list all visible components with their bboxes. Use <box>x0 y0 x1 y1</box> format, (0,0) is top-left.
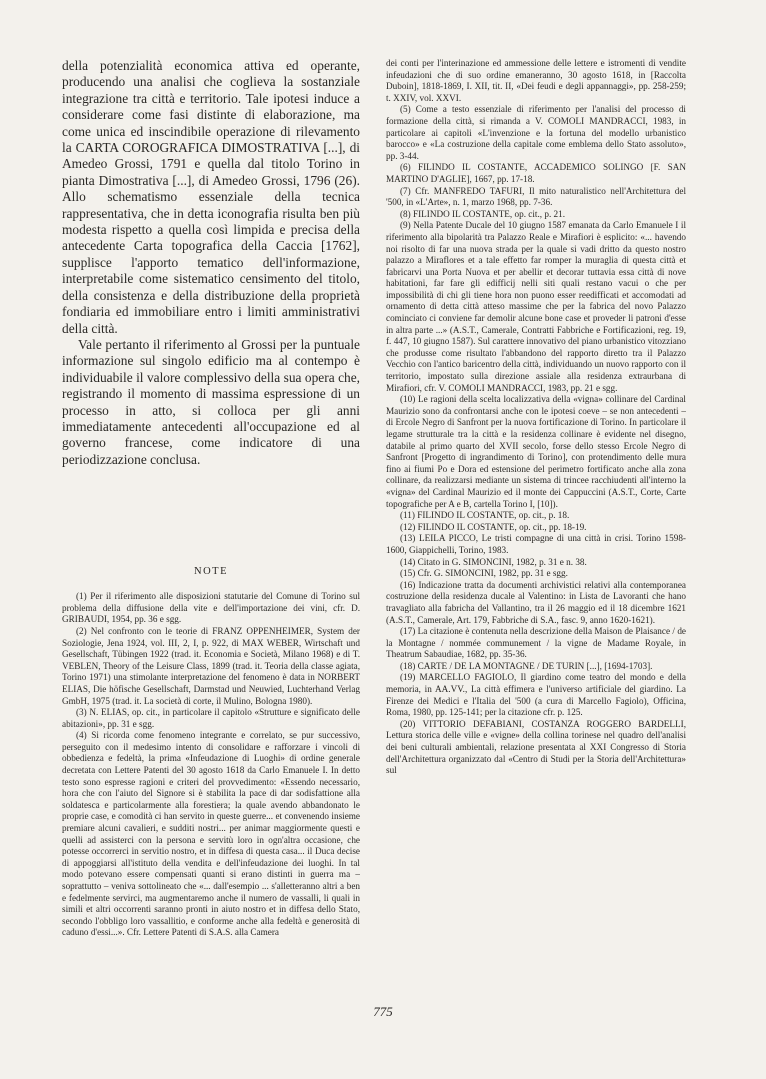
footnote: (17) La citazione è contenuta nella descrizione della Maison de Plaisance / de la Montagne / nommée communement / la vigne de Madame Royale, in Theatrum Sabaudiae, 1682, pp. 35-36. <box>386 626 686 660</box>
footnote: (12) FILINDO IL COSTANTE, op. cit., pp. 18-19. <box>400 521 587 532</box>
footnote: (16) Indicazione tratta da documenti archivistici relativi alla contemporanea costruzione della residenza ducale al Valentino: in Lista de Lavoranti che hano travagliato alla fabricha del Vallantino, tra il 26 maggio ed il 18 dicembre 1621 (A.S.T., Camerale, Art. 179, Fabbriche di S.A., fasc. 9, anno 1620-1621). <box>386 579 686 625</box>
footnote: (10) Le ragioni della scelta localizzativa della «vigna» collinare del Cardinal Maurizio sono da confrontarsi anche con le ipotesi coeve – se non antecedenti – di Ercole Negro di Sanfront per la nuova fortificazione di Torino. In particolare il legame strutturale tra la città e la residenza collinare è evidente nel disegno, databile al primo quarto del XVII secolo, forse dello stesso Ercole Negro di Sanfront [Progetto di ingrandimento di Torino], con protendimento delle mura fino ai fiumi Po e Dora ed estensione del perimetro fortificato anche alla zona collinare, da realizzarsi mediante un sistema di trincee racchiudenti all'interno la «vigna» del Cardinal Maurizio ed il monte dei Cappuccini (A.S.T., Corte, Carte topografiche per A e B, cartella Torino I, [10]). <box>386 394 686 509</box>
footnote: (2) Nel confronto con le teorie di FRANZ OPPENHEIMER, System der Soziologie, Jena 1924, vol. III, 2, I, p. 922, di MAX WEBER, Wirtschaft und Gesellschaft, Tübingen 1922 (trad. it. Economia e Società, Milano 1968) e di T. VEBLEN, Theory of the Leisure Class, 1899 (trad. it. Teoria della classe agiata, Torino 1971) una stimolante interpretazione del fenomeno è data in NORBERT ELIAS, Die höfische Gesellschaft, Darmstad und Neuwied, Luchterhand Verlag GmbH, 1975 (trad. it. La società di corte, il Mulino, Bologna 1980). <box>62 625 360 706</box>
footnote: (8) FILINDO IL COSTANTE, op. cit., p. 21. <box>400 208 566 219</box>
footnote-continued: dei conti per l'interinazione ed ammessione delle lettere e istromenti di vendite infeudazioni che di suo ordine emaneranno, 30 agosto 1618, in [Raccolta Duboin], 1818-1869, I. XII, tit. II, «Dei feudi e degli appannaggi», pp. 258-259; t. XXIV, vol. XXVI. <box>386 58 686 103</box>
footnote: (11) FILINDO IL COSTANTE, op. cit., p. 18. <box>400 510 570 521</box>
footnote: (15) Cfr. G. SIMONCINI, 1982, pp. 31 e sgg. <box>400 568 568 579</box>
footnote: (20) VITTORIO DEFABIANI, COSTANZA ROGGERO BARDELLI, Lettura storica delle ville e «vigne» della collina torinese nel quadro dell'analisi dei beni culturali ambientali, relazione presentata al XXI Congresso di Storia dell'Architettura organizzato dal «Centro di Studi per la Storia dell'Architettura» sul <box>386 718 686 776</box>
body-paragraph: della potenzialità economica attiva ed operante, producendo una analisi che coglieva la sostanziale integrazione tra città e territorio. Tale ipotesi induce a considerare come fasi distinte di elaborazione, ma come unica ed inscindibile operazione di rilevamento la CARTA COROGRAFICA DIMOSTRATIVA [...], di Amedeo Grossi, 1791 e quella dal titolo Torino in pianta Dimostrativa [...], di Amedeo Grossi, 1796 (26). Allo schematismo essenziale della tecnica rappresentativa, che in detta iconografia risulta ben più modesta rispetto a quella così limpida e precisa della antecedente Carta topografica della Caccia [1762], supplisce l'apporto tematico dell'informazione, interpretabile come sistematico censimento del titolo, della consistenza e della distribuzione della proprietà fondiaria ed immobiliare entro i limiti amministrativi della città. <box>62 58 360 336</box>
footnote: (9) Nella Patente Ducale del 10 giugno 1587 emanata da Carlo Emanuele I il riferimento alla bipolarità tra Palazzo Reale e Mirafiori è esplicito: «... havendo noi risolto di far una nuova strada per la quale si vadi dritto da questo nostro palazzo a Miraflores et a tale effetto far romper la muraglia di questa città et fabricarvi una Porta Nuova et per abellir et decorar tuttavia essa città di nove habitationi, far fare gli edifficij nelli siti quali restano vacui o che per impossibilità di chi gli tiene hora non puono esser reedifficati et accomodati ad ornamento di detta città atteso massime che per la fabrica del novo Palazzo cominciato ci conviene far demolir alcune bone case et proveder li patroni d'esse in altra parte ...» (A.S.T., Camerale, Contratti Fabbriche e Fortificazioni, reg. 19, f. 447, 10 giugno 1587). Sul carattere innovativo del piano urbanistico vitozziano che produsse come risultato l'abbandono del rapporto diretto tra il Palazzo Vecchio con l'antico baricentro della città, individuando un nuovo rapporto con il territorio, impostato sulla direzione assiale alla residenza extraurbana di Mirafiori, cfr. V. COMOLI MANDRACCI, 1983, pp. 21 e sgg. <box>386 220 686 393</box>
footnote: (7) Cfr. MANFREDO TAFURI, Il mito naturalistico nell'Architettura del '500, in «L'Arte», n. 1, marzo 1968, pp. 7-36. <box>386 185 686 208</box>
right-column <box>386 58 686 1048</box>
footnote: (19) MARCELLO FAGIOLO, Il giardino come teatro del mondo e della memoria, in AA.VV., La città effimera e l'universo artificiale del giardino. La Firenze dei Medici e l'Italia del '500 (a cura di Marcello Fagiolo), Officina, Roma, 1980, pp. 125-141; per la citazione cfr. p. 125. <box>386 672 686 718</box>
body-text <box>62 58 360 468</box>
notes-heading: NOTE <box>194 566 228 578</box>
body-paragraph: Vale pertanto il riferimento al Grossi per la puntuale informazione sul singolo edificio ma al contempo è individuabile il valore complessivo della sua opera che, registrando il momento di massima espressione di un processo in atto, si colloca per gli anni immediatamente antecedenti all'occupazione ed al governo francese, come indicatore di una periodizzazione conclusa. <box>62 336 360 467</box>
footnote: (4) Si ricorda come fenomeno integrante e correlato, se pur successivo, perseguito con il medesimo intento di consolidare e rafforzare i vincoli di obbedienza e fedeltà, la prima «Infeudazione di Luoghi» di ordine generale decretata con Lettere Patenti del 30 agosto 1618 da Carlo Emanuele I. In detto testo sono espresse ragioni e criteri del provvedimento: «Essendo necessario, hora che con l'aiuto del Signore si è stabilita la pace di dar sodisfattione alla soldatesca e particolarmente alla forestiera; la quale avendo abbandonato le proprie case, e comodità ci han servito in queste guerre... et convenendo insieme premiare alcuni cavalieri, e sudditi nostri... per animar maggiormente questi e quelli ad assisterci con la persona e servitù loro in ogn'altra occasione, che potesse occorrerci in servitio nostro, et in diffesa di questa casa... il Duca decise di appoggiarsi all'istituto della vendita e dell'infeudazione dei luoghi. In tal modo potevano essere compensati quanti si erano distinti in guerra ma – soprattutto – veniva sottolineato che «... dall'esempio ... s'alletteranno altri a ben e fedelmente servirci, ma augmentaremo anche il numero de vassalli, li quali in simili et altri occorrenti saranno pronti in aiuto nostro et in diffesa dello Stato, secondo l'obbligo loro vassallitio, e conforme anche alla fedeltà e generosità di caduno d'essi...». Cfr. Lettere Patenti di S.A.S. alla Camera <box>62 730 360 938</box>
notes-left <box>62 591 360 939</box>
footnote: (5) Come a testo essenziale di riferimento per l'analisi del processo di formazione della città, si rimanda a V. COMOLI MANDRACCI, 1983, in particolare ai capitoli «L'invenzione e la fortuna del modello urbanistico barocco» e «La costruzione della capitale come emblema dello Stato assoluto», pp. 3-44. <box>386 104 686 161</box>
footnote: (6) FILINDO IL COSTANTE, ACCADEMICO SOLINGO [F. SAN MARTINO D'AGLIE], 1667, pp. 17-18. <box>386 162 686 184</box>
footnote: (1) Per il riferimento alle disposizioni statutarie del Comune di Torino sul problema della diffusione della vite e dell'importazione dei vini, cfr. D. GRIBAUDI, 1954, pp. 36 e sgg. <box>62 591 360 625</box>
footnote: (3) N. ELIAS, op. cit., in particolare il capitolo «Strutture e significato delle abitazioni», pp. 31 e sgg. <box>62 707 360 729</box>
footnote: (13) LEILA PICCO, Le tristi compagne di una città in crisi. Torino 1598-1600, Giappichelli, Torino, 1983. <box>386 533 686 555</box>
footnote: (14) Citato in G. SIMONCINI, 1982, p. 31 e n. 38. <box>400 556 587 567</box>
left-column <box>62 58 360 1048</box>
page-number: 775 <box>373 1004 393 1019</box>
footnote: (18) CARTE / DE LA MONTAGNE / DE TURIN [...], [1694-1703]. <box>400 660 653 671</box>
